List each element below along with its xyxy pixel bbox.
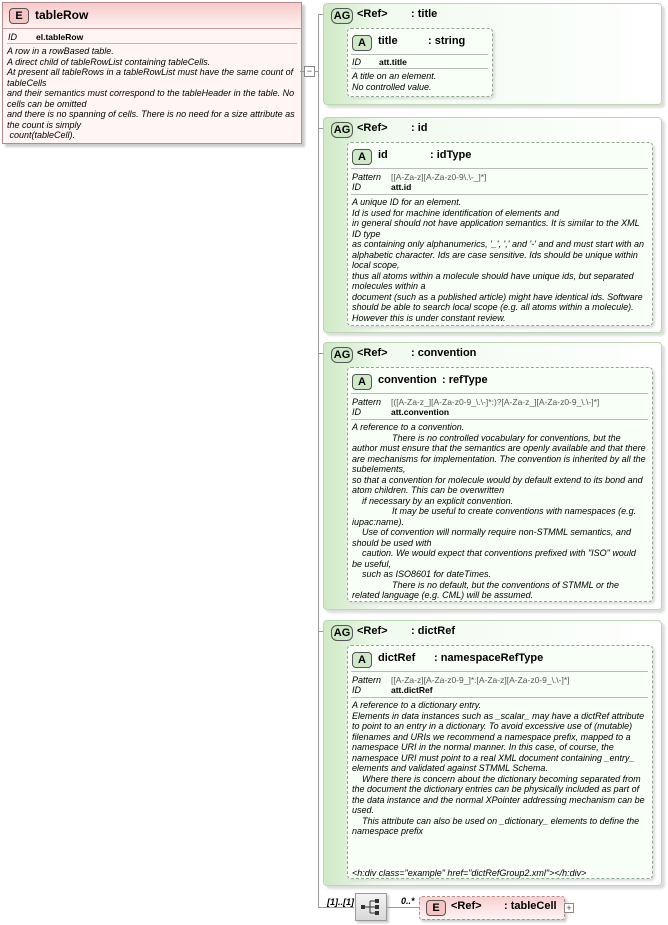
attribute-group-dictref[interactable] [323,620,662,886]
description-line: molecules within a [352,281,426,291]
description-line: <h:div class="example" href="dictRefGroup2.xml"></h:div> [352,868,587,878]
branch-line [318,907,354,908]
description-line: However this is under constant review. [352,312,506,323]
description-line: so that a convention for molecule would by default extend to its bond and [352,474,643,485]
attribute-group-title[interactable] [323,3,662,105]
id-value: att.title [379,57,407,67]
ref-name: : title [411,8,438,20]
child-multiplicity: 0..* [401,896,415,906]
description-line: alphabetic character. Ids are case sensitive. Ids should be unique within [352,249,638,260]
attribute-name: id [378,149,388,161]
tree-trunk-line [318,14,319,907]
description-line: It may be useful to create conventions with namespaces (e.g. [352,506,637,516]
pattern-value: [([A-Za-z_][A-Za-z0-9_\.\-]*:)?[A-Za-z_][A-Za-z0-9_\.\-]*] [391,397,600,407]
description-line: filenames and URIs we recommend a namespace prefix, mapped to a [352,731,631,742]
attribute-dictref[interactable] [347,645,653,879]
description-line: are mechanisms for implementation. The convention is inherited by all the [352,453,646,464]
element-badge: E [9,8,29,24]
attribute-group-id[interactable] [323,117,662,333]
element-name: tableRow [35,8,89,22]
element-divider [7,43,297,44]
attribute-description [352,700,648,879]
description-line: if necessary by an explicit convention. [352,495,514,506]
attribute-name: dictRef [378,652,416,664]
description-line: count(tableCell). [7,130,76,140]
description-line: author must ensure that the semantics are openly available and that there [352,443,646,453]
description-line: This attribute can also be used on _dictionary_ elements to define the [352,815,640,826]
description-line: atom children. This can be overwritten [352,485,505,495]
divider [351,194,648,195]
description-line: and their semantics must correspond to the tableHeader in the table. No [7,88,295,98]
divider [351,68,488,69]
ref-name: : dictRef [411,625,455,637]
attribute-name: title [378,35,398,47]
description-line: No controlled value. [352,81,432,92]
description-line: A unique ID for an element. [352,197,462,207]
description-line: in general should not have application semantics. It is similar to the XML [352,218,640,228]
attribute-title[interactable] [347,28,493,97]
element-description [7,46,297,141]
description-line: the document the dictionary entries can be physically included as part of [352,784,640,794]
id-value: att.dictRef [391,685,433,695]
description-line: A reference to a dictionary entry. [352,700,482,710]
description-line: and there is no spanning of cells. There is no need for a size attribute as [7,109,295,119]
description-line: namespace URI in the normal manner. In this case, of course, the [352,742,614,752]
description-line: document (such as a published article) might have identical ids. Software [352,291,643,302]
description-line: local scope, [352,260,400,270]
ref-label: <Ref> [357,8,388,20]
attribute-group-convention[interactable] [323,342,662,610]
attribute-type: : refType [442,374,488,386]
description-line: should be able to search local scope (e.g. all atoms within a molecule). [352,302,634,312]
ref-name: : tableCell [504,900,557,912]
id-value: att.convention [391,407,450,417]
description-line: elements and validated against STMML Schema. [352,763,548,773]
attribute-badge: A [352,149,372,165]
element-ref-tablecell[interactable] [419,896,565,920]
ref-label: <Ref> [357,122,388,134]
description-line: caution. We would expect that conventions prefixed with "ISO" would [352,548,636,558]
ref-label: <Ref> [357,347,388,359]
description-line: such as ISO8601 for dateTimes. [352,569,491,579]
description-line: iupac:name). [352,516,405,527]
divider [351,168,648,169]
element-id-value: el.tableRow [36,32,84,42]
attribute-group-badge: AG [331,8,353,24]
ref-label: <Ref> [451,900,482,912]
attribute-badge: A [352,35,372,51]
ref-name: : convention [411,347,477,359]
description-line: cells can be omitted [7,98,87,109]
attribute-type: : idType [430,149,472,161]
description-line: A row in a rowBased table. [7,46,114,56]
description-line: be useful, [352,558,392,569]
attribute-name: convention [378,374,437,386]
description-line: A direct child of tableRowList containing tableCells. [7,56,211,67]
description-line: Where there is concern about the dictionary becoming separated from [352,773,641,784]
description-line: At present all tableRows in a tableRowList must have the same count of [7,67,294,77]
ref-name: : id [411,122,428,134]
divider [351,671,648,672]
sequence-multiplicity: [1]..[1] [327,897,354,907]
divider [351,54,488,55]
description-line: Elements in data instances such as _scalar_ may have a dictRef attribute [352,710,645,721]
divider [351,697,648,698]
description-line: namespace prefix [352,826,424,836]
description-line: There is no default, but the conventions of STMML or the [352,579,619,590]
description-line: the count is simply [7,119,82,130]
attribute-group-badge: AG [331,625,353,641]
description-line: subelements, [352,464,406,474]
collapse-toggle[interactable]: − [304,66,315,77]
sequence-icon [356,894,386,920]
description-line: A title on an element. [352,71,437,81]
description-line: thus all atoms within a molecule should have unique ids, but separated [352,270,634,281]
child-connector-line [386,907,419,908]
description-line: the data instance and the normal XPointer addressing mechanism can be [352,794,645,805]
attribute-group-badge: AG [331,122,353,138]
divider [351,419,648,420]
description-line: There is no controlled vocabulary for conventions, but the [352,432,621,443]
description-line: should be used with [352,537,432,548]
attribute-description [352,422,648,601]
attribute-badge: A [352,374,372,390]
description-line: A reference to a convention. [352,422,465,432]
attribute-id[interactable] [347,142,653,326]
element-header [3,3,301,29]
element-tablerow[interactable] [2,2,302,144]
attribute-description [352,71,488,92]
pattern-label: Pattern [352,397,382,407]
description-line: used. [352,805,375,815]
id-label: ID [352,182,361,192]
expand-toggle[interactable]: + [564,903,574,913]
description-line: to point to an entry in a dictionary. To avoid excessive use of (mutable) [352,721,633,731]
attribute-group-badge: AG [331,347,353,363]
attribute-convention[interactable] [347,367,653,602]
pattern-label: Pattern [352,675,382,685]
id-value: att.id [391,182,412,192]
description-line: ID type [352,228,381,239]
attribute-badge: A [352,652,372,668]
id-label: ID [352,685,361,695]
attribute-description [352,197,648,323]
pattern-value: [[A-Za-z][A-Za-z0-9_]*:[A-Za-z][A-Za-z0-9_\.\-]*] [391,675,570,685]
description-line: Use of convention will normally require non-STMML semantics, and [352,527,631,537]
sequence-compositor[interactable] [355,893,387,921]
description-line: Id is used for machine identification of elements and [352,207,560,218]
divider [351,393,648,394]
attribute-type: : namespaceRefType [434,652,544,664]
attribute-type: : string [428,35,466,47]
element-id-label: ID [8,32,17,42]
id-label: ID [352,57,361,67]
pattern-value: [[A-Za-z][A-Za-z0-9\.\-_]*] [391,172,487,182]
description-line: tableCells [7,77,47,88]
element-badge: E [426,900,446,916]
description-line: related language (e.g. CML) will be assumed. [352,590,534,600]
description-line: as containing only alphanumerics, '_', ',' and '-' and and must start with an [352,239,644,249]
description-line: namespace URI must point to a real XML document containing _entry_ [352,752,635,763]
id-label: ID [352,407,361,417]
pattern-label: Pattern [352,172,382,182]
ref-label: <Ref> [357,625,388,637]
